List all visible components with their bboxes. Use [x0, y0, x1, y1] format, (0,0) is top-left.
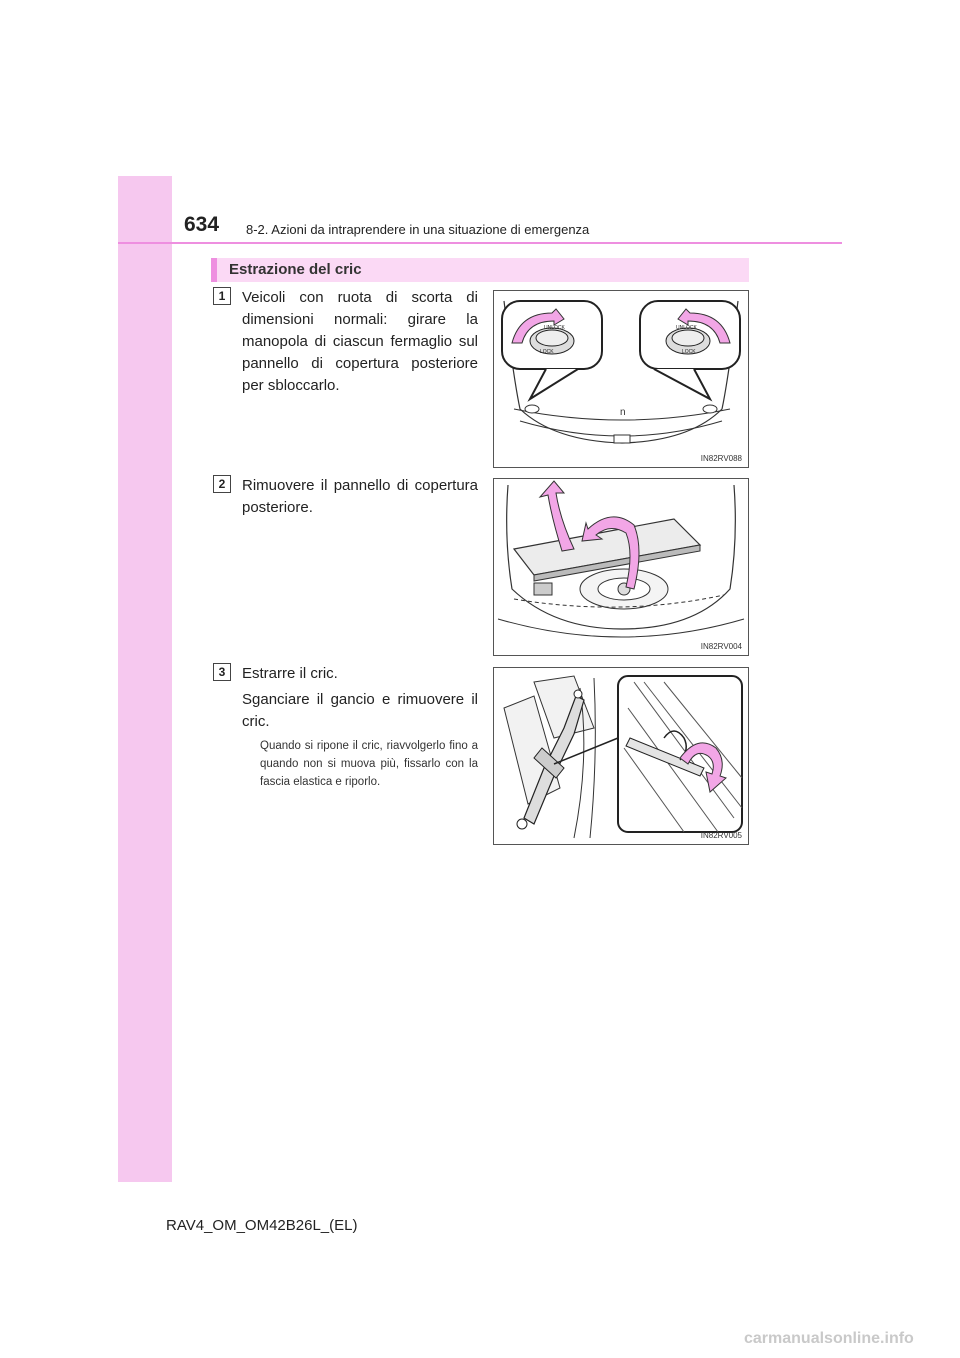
remove-cover-illustration	[494, 479, 748, 655]
step-3-number: 3	[213, 663, 231, 681]
step-1-text: Veicoli con ruota di scorta di dimensioni normali: girare la manopola di ciascun fermaglio sul pannello di copertura posteriore per sbloccarlo.	[242, 289, 478, 394]
page-number: 634	[184, 213, 220, 236]
step-3-subtext: Sganciare il gancio e rimuovere il cric.	[242, 691, 478, 730]
step-1-number: 1	[213, 287, 231, 305]
unlock-clips-illustration	[494, 291, 748, 467]
svg-text:LOCK: LOCK	[540, 349, 554, 355]
figure-remove-cover	[493, 478, 749, 656]
step-3-note: Quando si ripone il cric, riavvolgerlo fino a quando non si muova più, fissarlo con la fascia elastica e riporlo.	[260, 740, 478, 788]
section-header	[211, 258, 749, 282]
extract-jack-illustration	[494, 668, 748, 844]
figure-code: IN82RV004	[700, 642, 742, 651]
step-2-number: 2	[213, 475, 231, 493]
svg-text:UNLOCK: UNLOCK	[676, 325, 697, 331]
svg-text:n: n	[620, 407, 626, 418]
figure-unlock-clips	[493, 290, 749, 468]
svg-text:UNLOCK: UNLOCK	[544, 325, 565, 331]
chapter-title: 8-2. Azioni da intraprendere in una situazione di emergenza	[246, 222, 590, 237]
side-color-band	[118, 176, 172, 1182]
step-3-text: Estrarre il cric.	[242, 665, 338, 682]
svg-text:LOCK: LOCK	[682, 349, 696, 355]
figure-code: IN82RV088	[700, 454, 742, 463]
watermark: carmanualsonline.info	[744, 1330, 914, 1347]
section-title: Estrazione del cric	[229, 261, 362, 278]
figure-extract-jack	[493, 667, 749, 845]
step-2-text: Rimuovere il pannello di copertura posteriore.	[242, 477, 478, 516]
document-code: RAV4_OM_OM42B26L_(EL)	[166, 1217, 358, 1234]
figure-code: IN82RV005	[700, 831, 742, 840]
header-rule	[118, 242, 842, 244]
